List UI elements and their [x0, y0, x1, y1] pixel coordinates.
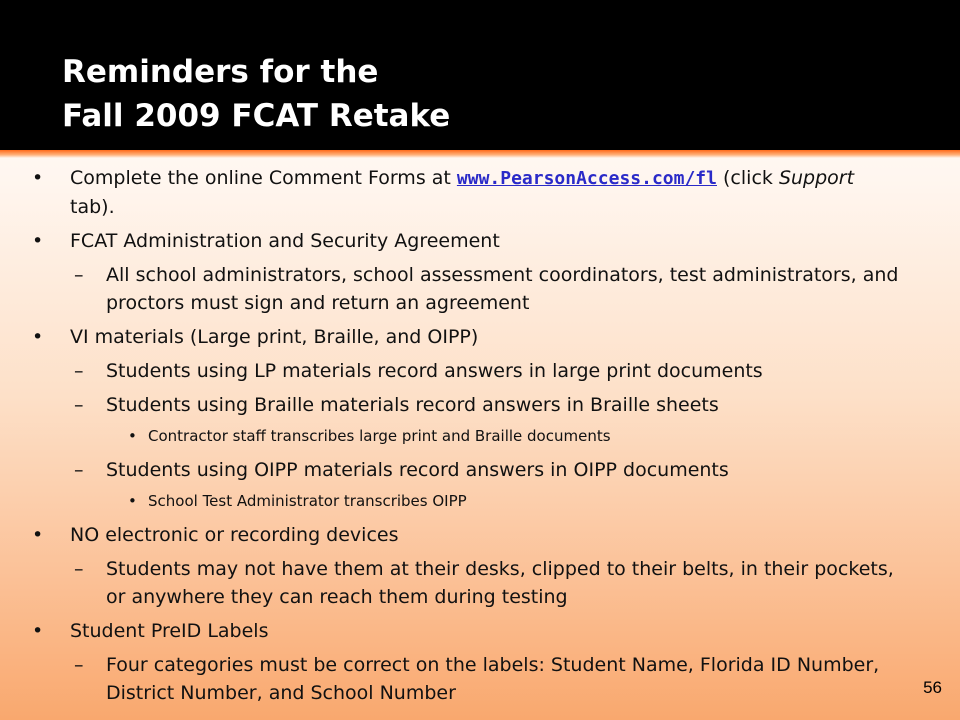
dash-marker: – — [74, 558, 84, 580]
sub-bullet-oipp-materials: – Students using OIPP materials record answers in OIPP documents — [106, 456, 900, 484]
detail-sta-transcribes: • School Test Administrator transcribes OIPP — [128, 492, 467, 510]
sub-bullet-lp-materials: – Students using LP materials record answers in large print documents — [106, 357, 900, 385]
slide-number: 56 — [923, 678, 942, 697]
bullet-vi-materials: • VI materials (Large print, Braille, and OIPP) — [70, 323, 900, 351]
title-line-1: Reminders for the — [62, 54, 379, 90]
bullet-comment-forms: • Complete the online Comment Forms at www.PearsonAccess.com/fl (click Support tab). — [70, 164, 900, 221]
dash-marker: – — [74, 654, 84, 676]
detail-contractor-transcribes: • Contractor staff transcribes large print and Braille documents — [128, 427, 611, 445]
sub-bullet-agreement-signers: – All school administrators, school assessment coordinators, test administrators, and proctors must sign and return an agreement — [106, 261, 900, 317]
dash-marker: – — [74, 360, 84, 382]
orange-accent-line — [0, 150, 960, 158]
bullet-marker: • — [32, 524, 44, 546]
sub-bullet-label-categories: – Four categories must be correct on the labels: Student Name, Florida ID Number, District Number, and School Number — [106, 651, 900, 707]
slide-title — [62, 50, 450, 138]
bullet-marker: • — [128, 492, 137, 510]
bullet-marker: • — [32, 620, 44, 642]
title-line-2: Fall 2009 FCAT Retake — [62, 98, 451, 134]
bullet-marker: • — [32, 230, 44, 252]
bullet-marker: • — [32, 167, 44, 189]
bullet-no-devices: • NO electronic or recording devices — [70, 521, 900, 549]
bullet-marker: • — [128, 427, 137, 445]
sub-bullet-braille-materials: – Students using Braille materials record answers in Braille sheets — [106, 391, 900, 419]
bullet-preid-labels: • Student PreID Labels — [70, 617, 900, 645]
bullet-security-agreement: • FCAT Administration and Security Agreement — [70, 227, 900, 255]
dash-marker: – — [74, 264, 84, 286]
pearson-access-link[interactable]: www.PearsonAccess.com/fl — [456, 168, 717, 189]
dash-marker: – — [74, 459, 84, 481]
title-bar — [0, 0, 960, 150]
sub-bullet-device-rules: – Students may not have them at their desks, clipped to their belts, in their pockets, or anywhere they can reach them during testing — [106, 555, 900, 611]
slide-body — [0, 164, 960, 713]
dash-marker: – — [74, 394, 84, 416]
bullet-marker: • — [32, 326, 44, 348]
